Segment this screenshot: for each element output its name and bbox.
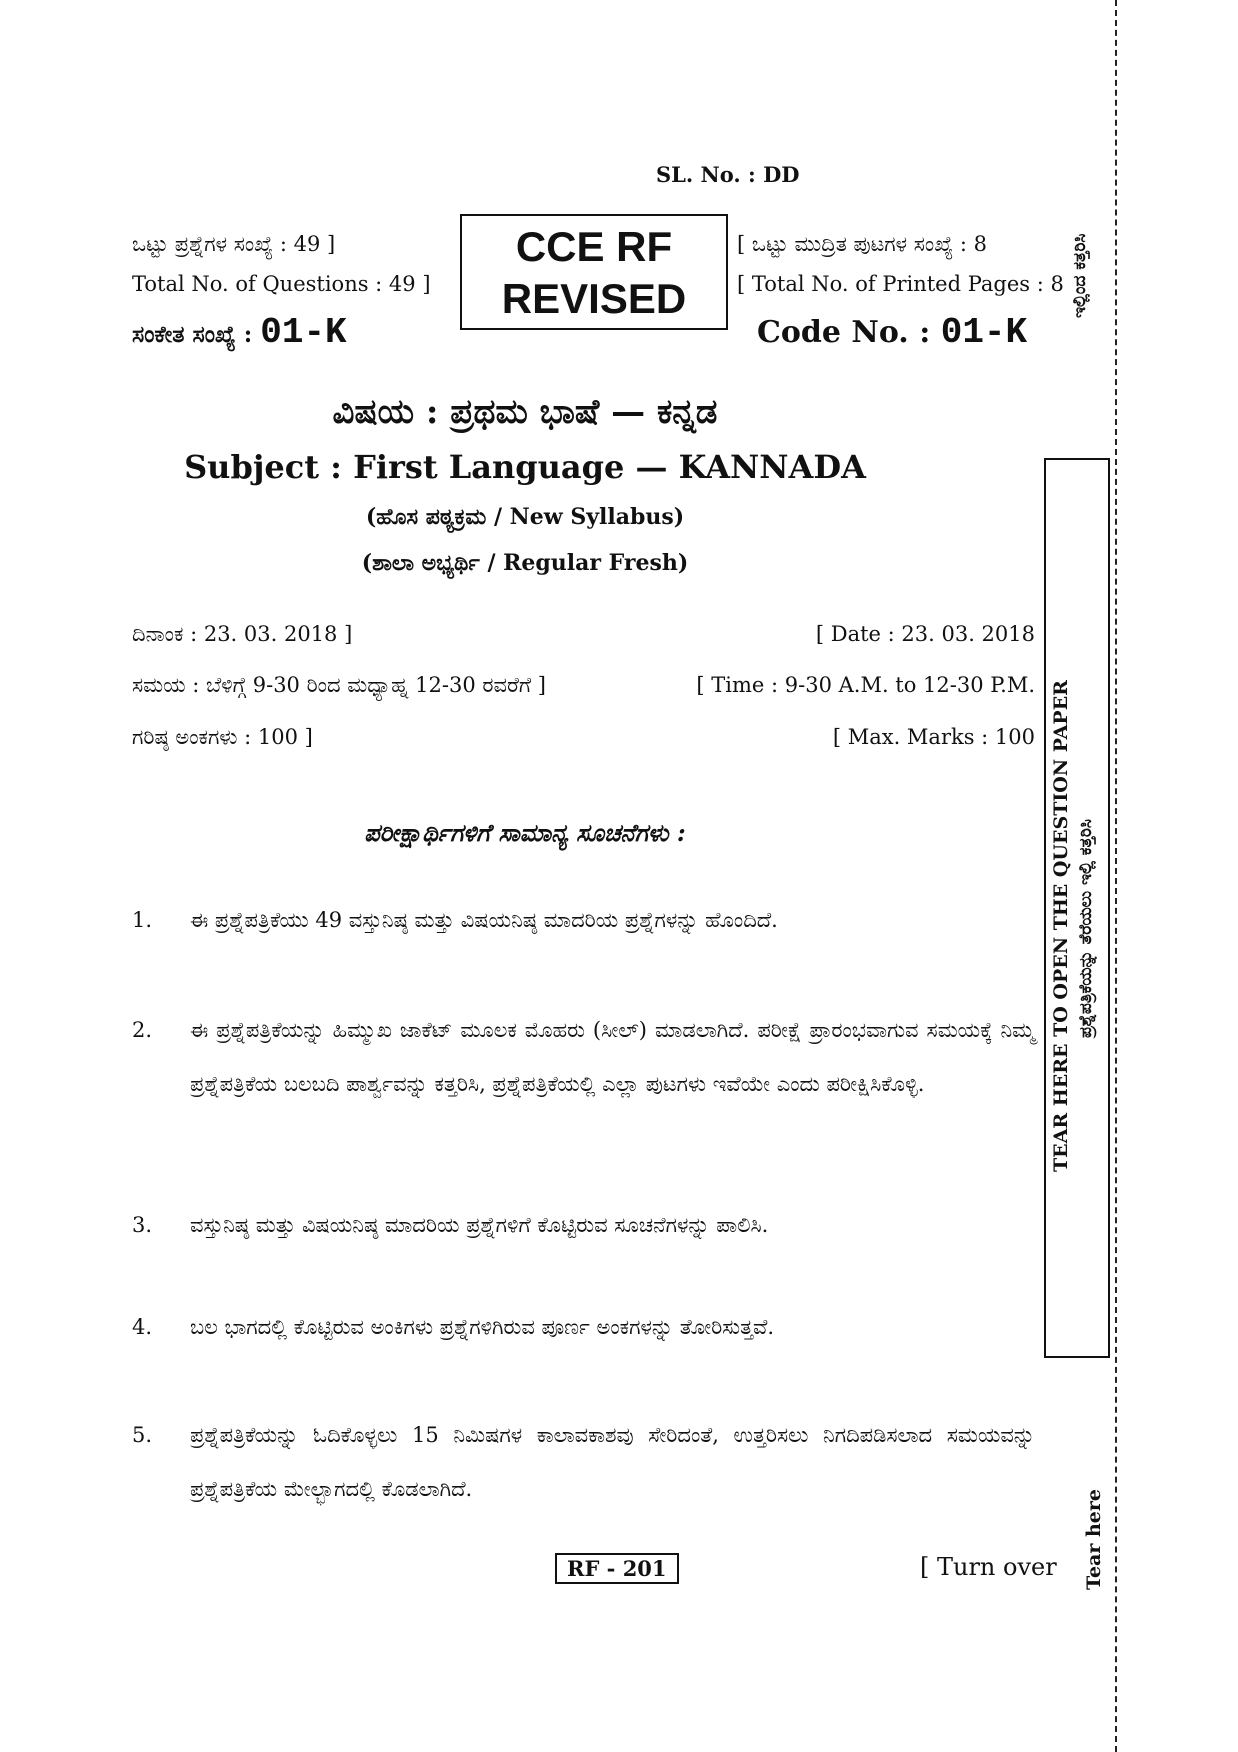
instructions-title: ಪರೀಕ್ಷಾರ್ಥಿಗಳಿಗೆ ಸಾಮಾನ್ಯ ಸೂಚನೆಗಳು : — [364, 818, 686, 847]
code-label-english: Code No. : — [757, 315, 941, 350]
header-right — [737, 224, 1064, 304]
page-code-box: RF - 201 — [555, 1553, 679, 1584]
instruction-text: ಈ ಪ್ರಶ್ನೆಪತ್ರಿಕೆಯು 49 ವಸ್ತುನಿಷ್ಠ ಮತ್ತು ವಿಷಯನಿಷ್ಠ ಮಾದರಿಯ ಪ್ರಶ್ನೆಗಳನ್ನು ಹೊಂದಿದೆ. — [190, 908, 778, 932]
cut-here-kannada-top: ಇಲ್ಲಿಂದ ಕತ್ತರಿಸಿ — [1070, 233, 1090, 318]
tear-here-kannada: ಪ್ರಶ್ನೆಪತ್ರಿಕೆಯನ್ನು ತೆರೆಯಲು ಇಲ್ಲಿ ಕತ್ತರಿಸಿ — [1076, 819, 1096, 1038]
total-pages-kannada: [ ಒಟ್ಟು ಮುದ್ರಿತ ಪುಟಗಳ ಸಂಖ್ಯೆ : 8 — [737, 232, 988, 256]
serial-number: SL. No. : DD — [656, 162, 800, 187]
box-line-1: CCE RF — [515, 223, 673, 270]
date-kannada: ದಿನಾಂಕ : 23. 03. 2018 ] — [132, 622, 353, 646]
instruction-number: 5. — [132, 1423, 153, 1447]
box-line-2: REVISED — [501, 275, 687, 322]
instruction-number: 3. — [132, 1213, 153, 1237]
syllabus-line: (ಹೊಸ ಪಠ್ಯಕ್ರಮ / New Syllabus) — [365, 504, 685, 530]
total-questions-english: Total No. of Questions : 49 ] — [132, 272, 431, 296]
code-label-kannada: ಸಂಕೇತ ಸಂಖ್ಯೆ : — [132, 321, 261, 348]
marks-kannada: ಗರಿಷ್ಠ ಅಂಕಗಳು : 100 ] — [132, 725, 313, 749]
instruction-item — [132, 1408, 1035, 1516]
date-english: [ Date : 23. 03. 2018 — [815, 622, 1035, 646]
instruction-text: ವಸ್ತುನಿಷ್ಠ ಮತ್ತು ವಿಷಯನಿಷ್ಠ ಮಾದರಿಯ ಪ್ರಶ್ನೆಗಳಿಗೆ ಕೊಟ್ಟಿರುವ ಸೂಚನೆಗಳನ್ನು ಪಾಲಿಸಿ. — [190, 1213, 769, 1237]
subject-kannada: ವಿಷಯ : ಪ್ರಥಮ ಭಾಷೆ — ಕನ್ನಡ — [332, 392, 718, 432]
instruction-number: 4. — [132, 1315, 153, 1339]
instruction-item — [132, 893, 1035, 947]
code-value-right: 01-K — [940, 312, 1028, 353]
instruction-item — [132, 1300, 1035, 1354]
subject-english: Subject : First Language — KANNADA — [184, 448, 866, 486]
date-row — [132, 622, 1035, 647]
code-number-english — [757, 312, 1027, 353]
tear-here-label: Tear here — [1083, 1489, 1105, 1590]
marks-row — [132, 725, 1035, 750]
tear-dashed-line — [1115, 0, 1117, 1752]
instruction-text: ಬಲ ಭಾಗದಲ್ಲಿ ಕೊಟ್ಟಿರುವ ಅಂಕಿಗಳು ಪ್ರಶ್ನೆಗಳಿಗಿರುವ ಪೂರ್ಣ ಅಂಕಗಳನ್ನು ತೋರಿಸುತ್ತವೆ. — [190, 1315, 775, 1339]
tear-here-english: TEAR HERE TO OPEN THE QUESTION PAPER — [1050, 680, 1072, 1172]
time-kannada: ಸಮಯ : ಬೆಳಿಗ್ಗೆ 9-30 ರಿಂದ ಮಧ್ಯಾಹ್ನ 12-30 ರವರೆಗೆ ] — [132, 673, 546, 697]
total-pages-english: [ Total No. of Printed Pages : 8 — [737, 272, 1064, 296]
time-english: [ Time : 9-30 A.M. to 12-30 P.M. — [696, 673, 1035, 697]
instruction-number: 2. — [132, 1018, 153, 1042]
time-row — [132, 673, 1035, 698]
instruction-item — [132, 1198, 1035, 1252]
marks-english: [ Max. Marks : 100 — [832, 725, 1035, 749]
instruction-text: ಈ ಪ್ರಶ್ನೆಪತ್ರಿಕೆಯನ್ನು ಹಿಮ್ಮುಖ ಜಾಕೆಟ್ ಮೂಲಕ ಮೊಹರು (ಸೀಲ್) ಮಾಡಲಾಗಿದೆ. ಪರೀಕ್ಷೆ ಪ್ರಾರಂಭವಾಗುವ ಸಮಯಕ್ಕೆ ನಿಮ್ಮ ಪ್ರಶ್ನೆಪತ್ರಿಕೆಯ ಬಲಬದಿ ಪಾರ್ಶ್ವವನ್ನು ಕತ್ತರಿಸಿ, ಪ್ರಶ್ನೆಪತ್ರಿಕೆಯಲ್ಲಿ ಎಲ್ಲಾ ಪುಟಗಳು ಇವೆಯೇ ಎಂದು ಪರೀಕ್ಷಿಸಿಕೊಳ್ಳಿ. — [190, 1018, 1035, 1096]
total-questions-kannada: ಒಟ್ಟು ಪ್ರಶ್ನೆಗಳ ಸಂಖ್ಯೆ : 49 ] — [132, 232, 336, 256]
instruction-text: ಪ್ರಶ್ನೆಪತ್ರಿಕೆಯನ್ನು ಓದಿಕೊಳ್ಳಲು 15 ನಿಮಿಷಗಳ ಕಾಲಾವಕಾಶವು ಸೇರಿದಂತೆ, ಉತ್ತರಿಸಲು ನಿಗದಿಪಡಿಸಲಾದ ಸಮಯವನ್ನು ಪ್ರಶ್ನೆಪತ್ರಿಕೆಯ ಮೇಲ್ಭಾಗದಲ್ಲಿ ಕೊಡಲಾಗಿದೆ. — [190, 1423, 1035, 1501]
code-number-kannada — [132, 312, 347, 353]
instruction-item — [132, 1003, 1035, 1111]
header-left — [132, 224, 431, 304]
code-value-left: 01-K — [260, 312, 347, 353]
instruction-number: 1. — [132, 908, 153, 932]
candidate-line: (ಶಾಲಾ ಅಭ್ಯರ್ಥಿ / Regular Fresh) — [361, 550, 689, 576]
cce-rf-revised-box — [460, 214, 728, 330]
turn-over-text: [ Turn over — [920, 1553, 1057, 1581]
